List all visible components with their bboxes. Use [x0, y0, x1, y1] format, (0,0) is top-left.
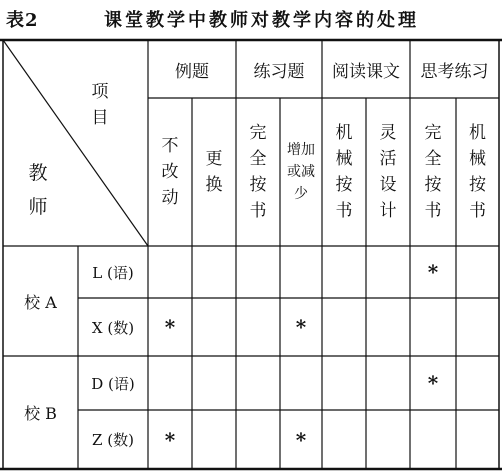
- table-cell: *: [164, 427, 176, 452]
- column-header: 机 械 按 书: [469, 123, 486, 221]
- column-header: 增加 或减 少: [287, 142, 315, 202]
- class-label: X (数): [91, 318, 135, 337]
- group-header: 思考练习: [420, 61, 489, 82]
- table-cell: [236, 246, 280, 298]
- table-cell: [410, 410, 456, 469]
- table-cell: [148, 356, 192, 410]
- table-cell: [366, 298, 410, 356]
- table-cell: [456, 298, 499, 356]
- column-header: 不 改 动: [161, 136, 179, 208]
- group-header: 例题: [175, 61, 209, 82]
- class-label: D (语): [91, 374, 135, 393]
- table-cell: [366, 410, 410, 469]
- table-cell: [236, 356, 280, 410]
- caption-number: 表2: [6, 10, 39, 31]
- group-header: 练习题: [253, 61, 305, 82]
- corner-label-teacher: 教 师: [28, 162, 48, 218]
- school-label: 校 A: [24, 292, 57, 312]
- class-label: L (语): [92, 263, 134, 282]
- table-cell: [456, 410, 499, 469]
- table-cell: [280, 356, 322, 410]
- table-cell: [148, 246, 192, 298]
- group-header: 阅读课文: [332, 61, 400, 82]
- class-label: Z (数): [92, 431, 134, 449]
- table-cell: [456, 246, 499, 298]
- table-cell: [192, 246, 236, 298]
- column-header: 更 换: [205, 149, 223, 195]
- table-cell: [322, 356, 366, 410]
- table-cell: *: [295, 427, 307, 452]
- table-cell: [322, 246, 366, 298]
- table-cell: [410, 298, 456, 356]
- column-header: 灵 活 设 计: [379, 123, 397, 221]
- table-cell: [366, 246, 410, 298]
- column-header: 完 全 按 书: [424, 123, 442, 221]
- column-header: 机 械 按 书: [335, 123, 353, 221]
- corner-label-item: 项 目: [91, 82, 109, 128]
- table-cell: [236, 410, 280, 469]
- table-cell: [192, 410, 236, 469]
- table-cell: *: [295, 315, 307, 339]
- column-header: 完 全 按 书: [249, 123, 267, 221]
- table-cell: [366, 356, 410, 410]
- table-cell: [236, 298, 280, 356]
- table-cell: *: [427, 260, 439, 284]
- caption-title: 课堂教学中教师对教学内容的处理: [104, 10, 419, 31]
- table-cell: [192, 298, 236, 356]
- table-cell: [322, 298, 366, 356]
- school-label: 校 B: [24, 404, 57, 423]
- table-cell: [280, 246, 322, 298]
- table-cell: [456, 356, 499, 410]
- table-cell: *: [164, 315, 176, 339]
- table-cell: *: [427, 371, 439, 395]
- table-cell: [192, 356, 236, 410]
- table-cell: [322, 410, 366, 469]
